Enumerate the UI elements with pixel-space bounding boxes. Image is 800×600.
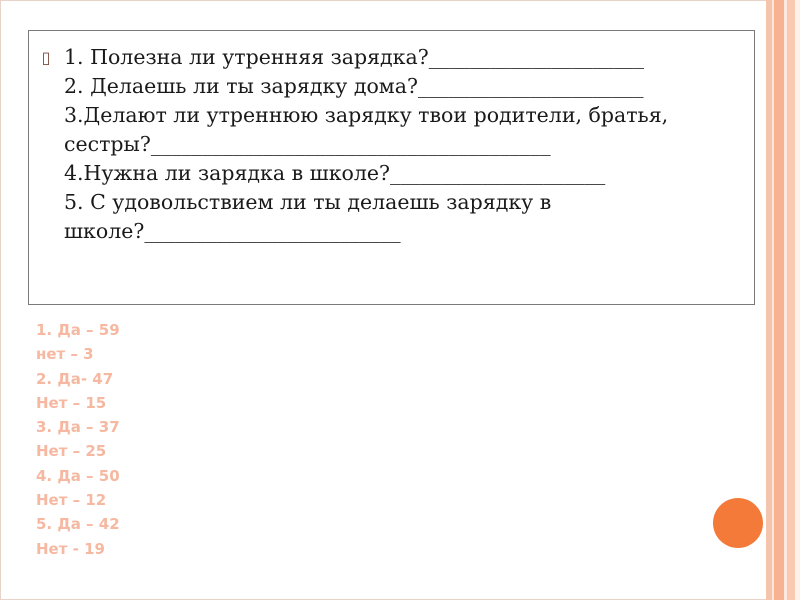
- question-line: [37, 101, 737, 130]
- answer-item: нет – 3: [36, 345, 94, 364]
- question-text: школе?_________________________: [64, 219, 401, 243]
- answer-item: Нет – 15: [36, 393, 107, 412]
- question-line: [37, 130, 737, 159]
- answer-item: 5. Да – 42: [36, 515, 120, 534]
- question-line: [37, 43, 737, 72]
- question-text: 5. С удовольствием ли ты делаешь зарядку в: [64, 190, 552, 214]
- answer-item: 2. Да- 47: [36, 369, 114, 388]
- question-line: [37, 188, 737, 217]
- question-text: 2. Делаешь ли ты зарядку дома?______________________: [64, 74, 644, 98]
- answer-item: 1. Да – 59: [36, 321, 120, 339]
- question-line: [37, 217, 737, 246]
- answer-item: 4. Да – 50: [36, 466, 120, 485]
- questions-box: [28, 30, 755, 305]
- decorative-stripe: [787, 0, 795, 600]
- decorative-stripe: [795, 0, 800, 600]
- decorative-stripe: [774, 0, 784, 600]
- answer-item: Нет – 25: [36, 442, 107, 461]
- orange-circle-icon: [713, 498, 763, 548]
- question-text: 1. Полезна ли утренняя зарядка?_____________________: [64, 45, 644, 69]
- answers-list: [36, 318, 120, 561]
- question-line: [37, 72, 737, 101]
- question-text: 3.Делают ли утреннюю зарядку твои родители, братья,: [64, 103, 669, 127]
- question-text: сестры?_______________________________________: [64, 132, 551, 156]
- question-list: [37, 43, 737, 246]
- answer-item: Нет - 19: [36, 539, 105, 558]
- question-line: [37, 159, 737, 188]
- question-text: 4.Нужна ли зарядка в школе?_____________________: [64, 161, 606, 185]
- bullet-icon: ▯: [41, 48, 51, 67]
- answer-item: 3. Да – 37: [36, 418, 120, 437]
- answer-item: Нет – 12: [36, 491, 107, 510]
